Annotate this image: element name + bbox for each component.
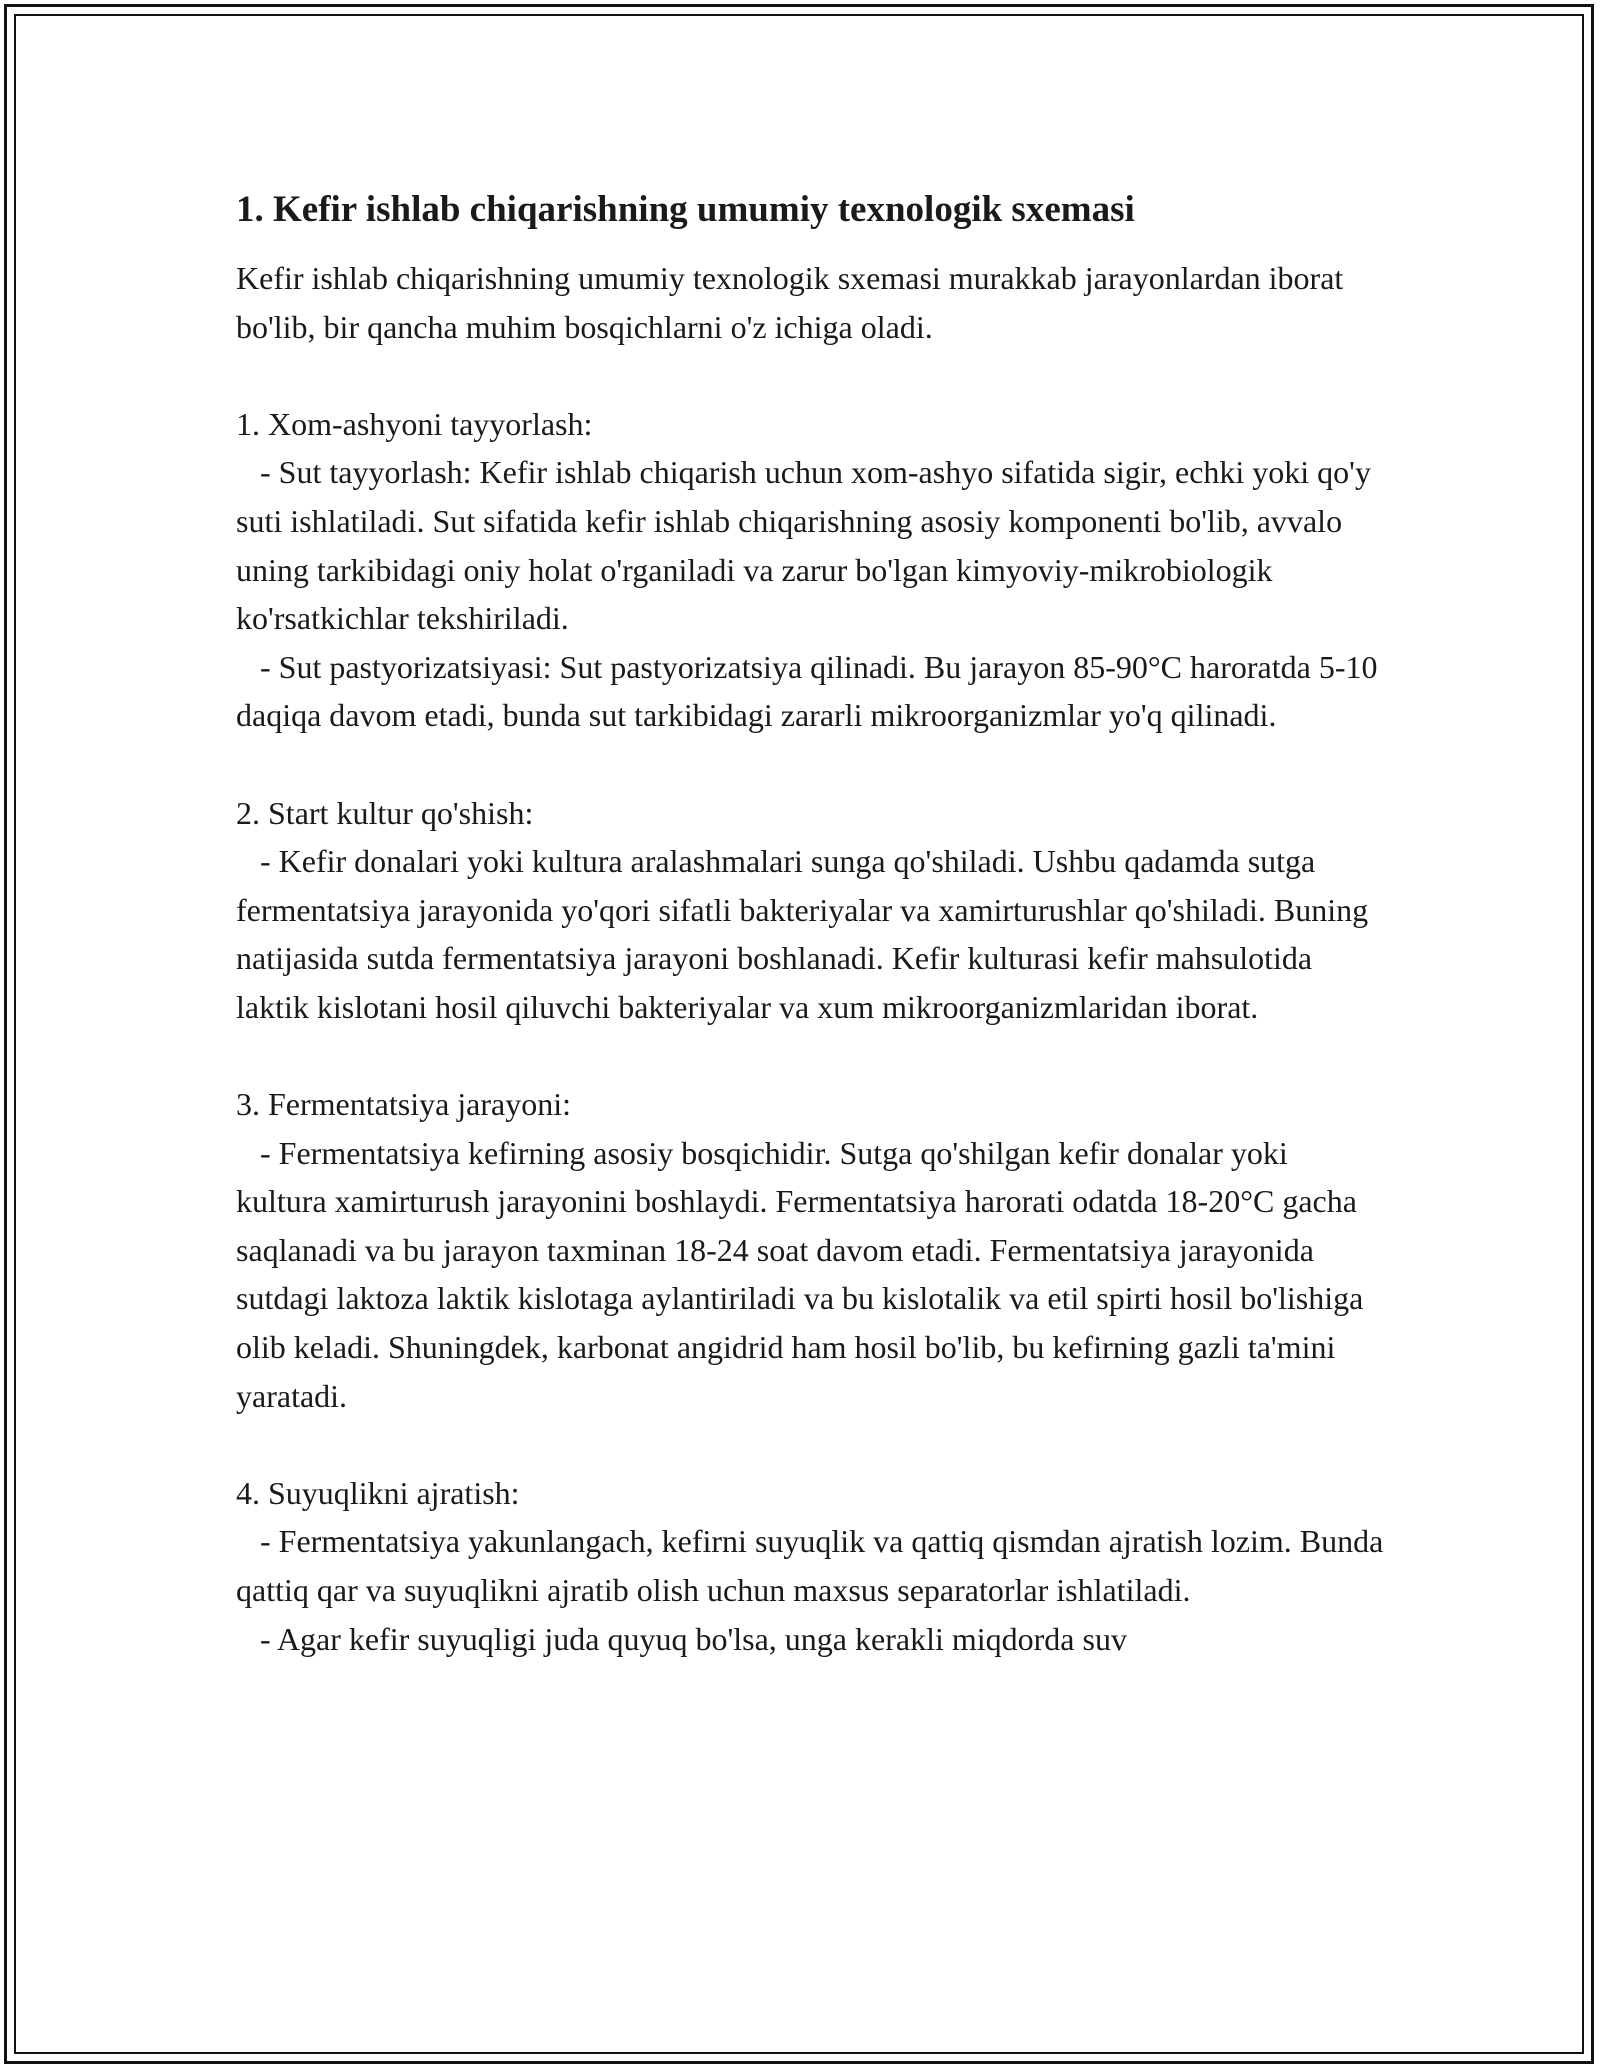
section-heading: 2. Start kultur qo'shish: (236, 794, 534, 831)
section-starter-culture (236, 789, 1386, 1032)
section-bullet: - Kefir donalari yoki kultura aralashmalari sunga qo'shiladi. Ushbu qadamda sutga fermentatsiya jarayonida yo'qori sifatli bakteriyalar va xamirturushlar qo'shiladi. Buning natijasida sutda fermentatsiya jarayoni boshlanadi. Kefir kulturasi kefir mahsulotida laktik kislotani hosil qiluvchi bakteriyalar va xum mikroorganizmlaridan iborat. (236, 843, 1377, 1025)
section-bullet: - Sut pastyorizatsiyasi: Sut pastyorizatsiya qilinadi. Bu jarayon 85-90°C haroratda 5-10 daqiqa davom etadi, bunda sut tarkibidagi zararli mikroorganizmlar yo'q qilinadi. (236, 648, 1386, 734)
intro-paragraph: Kefir ishlab chiqarishning umumiy texnologik sxemasi murakkab jarayonlardan iborat bo'lib, bir qancha muhim bosqichlarni o'z ichiga oladi. (236, 260, 1352, 345)
document-body (236, 186, 1392, 1663)
section-bullet: - Fermentatsiya yakunlangach, kefirni suyuqlik va qattiq qismdan ajratish lozim. Bunda qattiq qar va suyuqlikni ajratib olish uchun maxsus separatorlar ishlatiladi. (236, 1523, 1392, 1609)
section-heading: 1. Xom-ashyoni tayyorlash: (236, 405, 593, 442)
section-bullet: - Sut tayyorlash: Kefir ishlab chiqarish uchun xom-ashyo sifatida sigir, echki yoki qo'y suti ishlatiladi. Sut sifatida kefir ishlab chiqarishning asosiy komponenti bo'lib, avvalo uning tarkibidagi oniy holat o'rganiladi va zarur bo'lgan kimyoviy-mikrobiologik ko'rsatkichlar tekshiriladi. (236, 454, 1379, 637)
spacer (236, 351, 1386, 400)
section-bullet: - Agar kefir suyuqligi juda quyuq bo'lsa, unga kerakli miqdorda suv (236, 1620, 1127, 1657)
document-title: 1. Kefir ishlab chiqarishning umumiy texnologik sxemasi (236, 189, 1135, 230)
section-heading: 4. Suyuqlikni ajratish: (236, 1474, 520, 1511)
section-bullet: - Fermentatsiya kefirning asosiy bosqichidir. Sutga qo'shilgan kefir donalar yoki kultura xamirturush jarayonini boshlaydi. Fermentatsiya harorati odatda 18-20°C gacha saqlanadi va bu jarayon taxminan 18-24 soat davom etadi. Fermentatsiya jarayonida sutdagi laktoza laktik kislotaga aylantiriladi va bu kislotalik va etil spirti hosil bo'lishiga olib keladi. Shuningdek, karbonat angidrid ham hosil bo'lib, bu kefirning gazli ta'mini yaratadi. (236, 1134, 1372, 1414)
section-raw-material (236, 400, 1386, 740)
section-heading: 3. Fermentatsiya jarayoni: (236, 1086, 572, 1123)
section-liquid-separation (236, 1469, 1392, 1663)
spacer (236, 1032, 1386, 1081)
spacer (236, 1420, 1386, 1469)
spacer (236, 740, 1386, 789)
section-fermentation (236, 1080, 1386, 1420)
